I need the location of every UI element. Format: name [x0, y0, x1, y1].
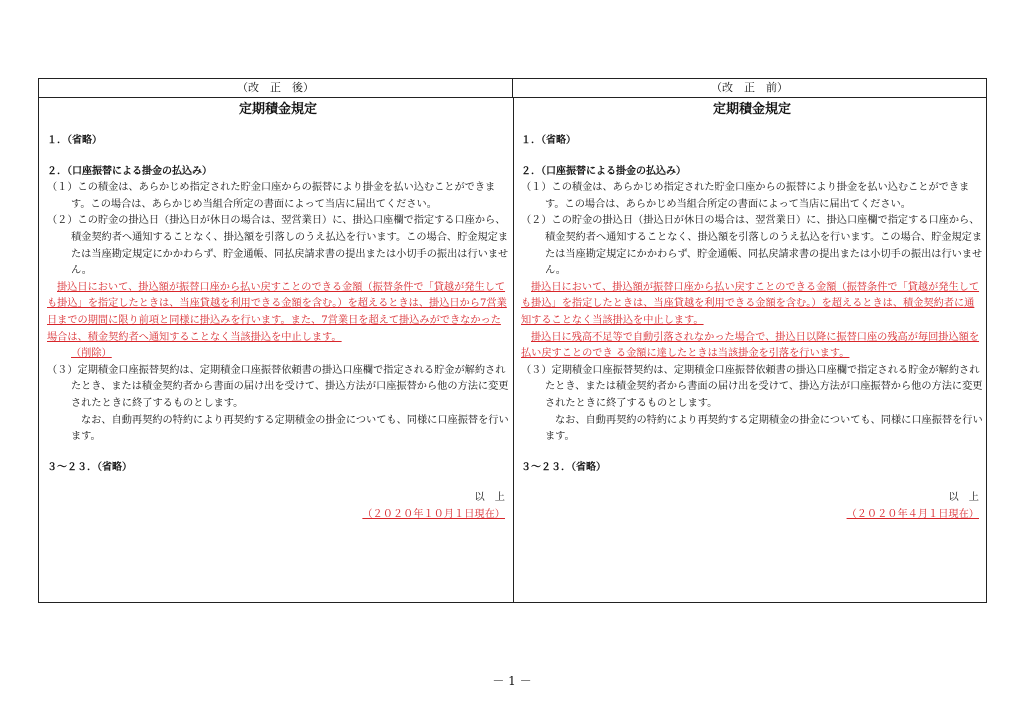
left-section-1: １．（省略）: [47, 135, 102, 146]
right-para-2: （２）この貯金の掛込日（掛込日が休日の場合は、翌営業日）に、掛込口座欄で指定する口座から、積金契約者へ通知することなく、掛込額を引落しのうえ払込を行います。この場合、貯金規定または当座勘定規定にかかわらず、貯金通帳、同払戻請求書の提出または小切手の振出は行いません。: [521, 215, 983, 277]
right-date: （２０２０年４月１日現在）: [846, 508, 979, 520]
left-para-2: （２）この貯金の掛込日（掛込日が休日の場合は、翌営業日）に、掛込口座欄で指定する口座から、積金契約者へ通知することなく、掛込額を引落しのうえ払込を行います。この場合、貯金規定または当座勘定規定にかかわらず、貯金通帳、同払戻請求書の提出または小切手の振出は行いません。: [47, 215, 509, 277]
right-end: 以 上: [948, 492, 979, 504]
column-after: [47, 98, 509, 523]
comparison-table: [38, 78, 987, 603]
header-after: （改 正 後）: [39, 79, 513, 97]
right-red-1: 掛込日において、掛込額が振替口座から払い戻すことのできる金額（振替条件で「貸越が発生しても掛込」を指定したときは、当座貸越を利用できる金額を含む。）を超えるときは、積金契約者に通知することなく当該掛込を中止します。: [521, 281, 980, 326]
left-date: （２０２０年１０月１日現在）: [362, 508, 505, 520]
right-para-3: （３）定期積金口座振替契約は、定期積金口座振替依頼書の掛込口座欄で指定される貯金が解約されたとき、または積金契約者から書面の届け出を受けて、掛込方法が口座振替から他の方法に変更されたときに終了するものとします。: [521, 364, 983, 409]
left-para-4: なお、自動再契約の特約により再契約する定期積金の掛金についても、同様に口座振替を行います。: [71, 414, 509, 443]
right-section-2: ２．（口座振替による掛金の払込み）: [521, 165, 686, 177]
left-para-1: （１）この積金は、あらかじめ指定された貯金口座からの振替により掛金を払い込むことができます。この場合は、あらかじめ当組合所定の書面によって当店に届出てください。: [47, 182, 496, 210]
left-red-2: （削除）: [71, 348, 112, 360]
header-before: （改 正 前）: [711, 81, 788, 94]
left-title: 定期積金規定: [238, 102, 317, 117]
left-section-2: ２．（口座振替による掛金の払込み）: [47, 165, 212, 177]
right-section-1: １．（省略）: [521, 135, 576, 146]
right-title: 定期積金規定: [712, 102, 791, 117]
right-red-2: 掛込日に残高不足等で自動引落されなかった場合で、掛込日以降に振替口座の残高が毎回掛込額を払い戻すことのでき る金額に達したときは当該掛金を引落を行います。: [521, 331, 980, 360]
right-para-1: （１）この積金は、あらかじめ指定された貯金口座からの振替により掛金を払い込むことができます。この場合は、あらかじめ当組合所定の書面によって当店に届出てください。: [521, 182, 970, 210]
right-para-4: なお、自動再契約の特約により再契約する定期積金の掛金についても、同様に口座振替を行います。: [545, 414, 983, 443]
column-before: [521, 98, 983, 523]
left-end: 以 上: [474, 492, 505, 504]
column-divider: [513, 98, 514, 602]
left-section-3: ３～２３．（省略）: [47, 461, 132, 473]
page-number: － 1 －: [492, 674, 532, 688]
left-para-3: （３）定期積金口座振替契約は、定期積金口座振替依頼書の掛込口座欄で指定される貯金が解約されたとき、または積金契約者から書面の届け出を受けて、掛込方法が口座振替から他の方法に変更されたときに終了するものとします。: [47, 364, 509, 409]
right-section-3: ３～２３．（省略）: [521, 461, 606, 473]
left-red-1: 掛込日において、掛込額が振替口座から払い戻すことのできる金額（振替条件で「貸越が発生しても掛込」を指定したときは、当座貸越を利用できる金額を含む。）を超えるときは、掛込日から7営業日までの期間に限り前項と同様に掛込みを行います。また、7営業日を超えて掛込みができなかった場合は、積金契約者へ通知することなく当該掛込を中止します。: [47, 281, 507, 343]
header-row: [39, 79, 986, 98]
